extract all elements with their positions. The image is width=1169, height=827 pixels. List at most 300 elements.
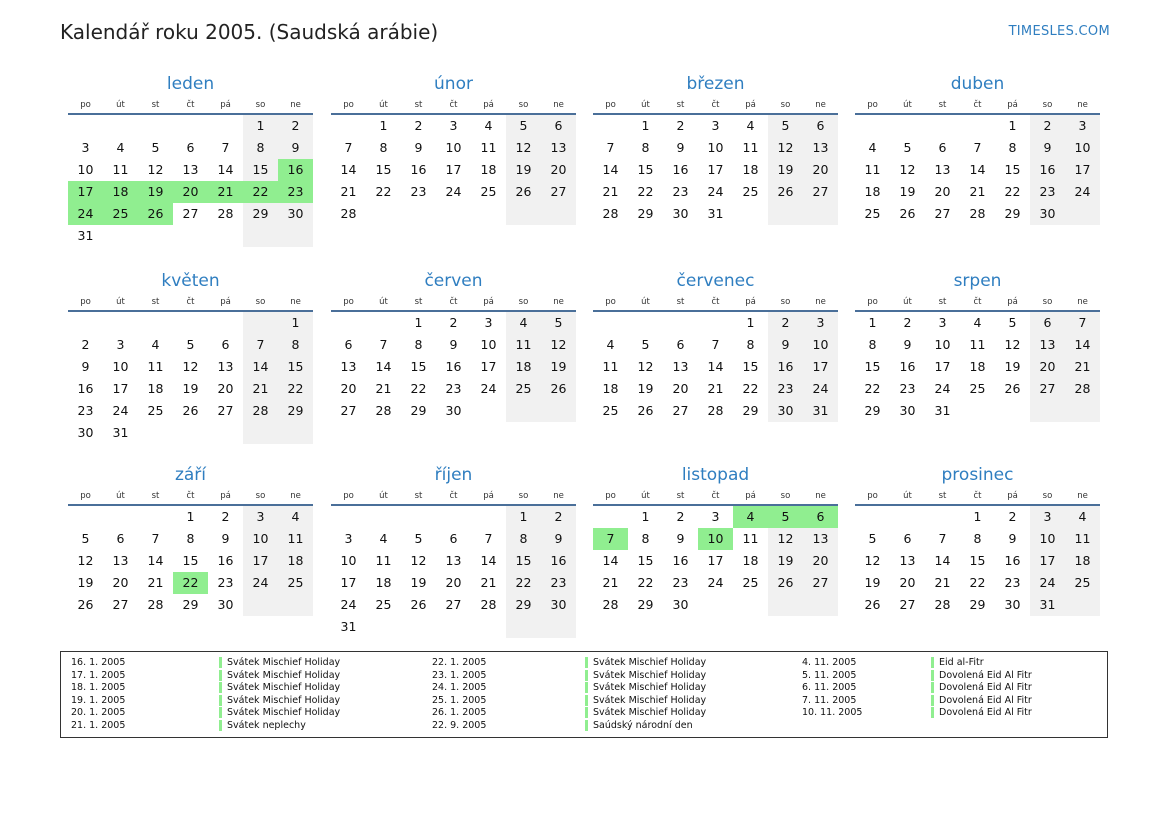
holiday-color-marker: [585, 657, 588, 668]
weekday-header: út: [890, 98, 925, 115]
day-cell: 16: [1004, 553, 1021, 568]
month-grid: [331, 487, 576, 638]
empty-cell: [68, 312, 103, 334]
day-cell: 2: [1030, 115, 1065, 137]
day-cell: 13: [1030, 334, 1065, 356]
empty-cell: [331, 506, 366, 528]
weekday-header: ne: [541, 98, 576, 115]
day-cell: 11: [742, 531, 759, 546]
day-cell: 1: [506, 506, 541, 528]
day-cell: 11: [112, 162, 129, 177]
month-8: [68, 463, 313, 616]
day-cell: 10: [445, 140, 462, 155]
day-cell: 20: [340, 381, 357, 396]
day-cell: 7: [973, 140, 982, 155]
legend-names-col: [931, 657, 1032, 720]
weekday-header: pá: [733, 489, 768, 506]
day-cell: 29: [243, 203, 278, 225]
day-cell: 21: [340, 184, 357, 199]
day-cell: 30: [217, 597, 234, 612]
weekday-header: ne: [803, 98, 838, 115]
legend-date: 22. 9. 2005: [432, 719, 487, 731]
day-cell: 11: [278, 528, 313, 550]
weekday-header: út: [890, 295, 925, 312]
day-cell: 23: [1030, 181, 1065, 203]
day-cell: 3: [1065, 115, 1100, 137]
day-cell: 9: [541, 528, 576, 550]
legend-holiday-name: Svátek Mischief Holiday: [593, 707, 707, 719]
weekday-header: pá: [208, 295, 243, 312]
weekday-header: so: [768, 295, 803, 312]
day-cell: 5: [414, 531, 423, 546]
weekday-header: ne: [278, 295, 313, 312]
day-cell: 30: [77, 425, 94, 440]
day-cell: 15: [637, 162, 654, 177]
day-cell: 1: [746, 315, 755, 330]
day-cell: 28: [934, 597, 951, 612]
day-cell: 27: [672, 403, 689, 418]
day-cell: 21: [602, 184, 619, 199]
day-cell: 13: [934, 162, 951, 177]
month-7: [855, 269, 1100, 422]
legend-date: 10. 11. 2005: [802, 707, 863, 719]
day-cell: 23: [672, 184, 689, 199]
day-cell: 3: [243, 506, 278, 528]
day-cell: 9: [676, 531, 685, 546]
empty-cell: [1030, 400, 1065, 422]
day-cell: 30: [768, 400, 803, 422]
empty-cell: [208, 422, 243, 444]
weekday-header: čt: [436, 489, 471, 506]
day-cell: 7: [1065, 312, 1100, 334]
empty-cell: [103, 312, 138, 334]
legend-holiday-name: Svátek Mischief Holiday: [593, 682, 707, 694]
legend-date: 23. 1. 2005: [432, 669, 487, 681]
empty-cell: [208, 115, 243, 137]
holiday-color-marker: [219, 657, 222, 668]
day-cell: 3: [81, 140, 90, 155]
day-cell: 21: [147, 575, 164, 590]
day-cell: 20: [112, 575, 129, 590]
day-cell: 14: [707, 359, 724, 374]
day-cell: 25: [278, 572, 313, 594]
month-grid: [593, 487, 838, 616]
legend-date: 21. 1. 2005: [71, 719, 126, 731]
day-cell: 28: [602, 206, 619, 221]
empty-cell: [173, 225, 208, 247]
weekday-header: čt: [698, 489, 733, 506]
day-cell: 18: [480, 162, 497, 177]
empty-cell: [243, 225, 278, 247]
month-name: březen: [686, 74, 745, 94]
day-cell: 5: [868, 531, 877, 546]
weekday-header: čt: [436, 98, 471, 115]
day-cell: 22: [637, 575, 654, 590]
day-cell: 13: [217, 359, 234, 374]
day-cell: 8: [1008, 140, 1017, 155]
day-cell: 3: [711, 118, 720, 133]
day-cell: 24: [707, 575, 724, 590]
month-name: červenec: [676, 271, 755, 291]
legend-names-col: [219, 657, 340, 733]
day-cell: 30: [899, 403, 916, 418]
day-cell: 24: [112, 403, 129, 418]
empty-cell: [138, 506, 173, 528]
day-cell: 26: [506, 181, 541, 203]
weekday-header: po: [593, 295, 628, 312]
day-cell: 26: [410, 597, 427, 612]
day-cell: 19: [768, 159, 803, 181]
day-cell: 13: [541, 137, 576, 159]
empty-cell: [698, 312, 733, 334]
weekday-header: so: [243, 295, 278, 312]
day-cell: 7: [484, 531, 493, 546]
day-cell: 4: [379, 531, 388, 546]
weekday-header: so: [1030, 98, 1065, 115]
weekday-header: út: [366, 295, 401, 312]
day-cell: 7: [151, 531, 160, 546]
day-cell: 6: [1030, 312, 1065, 334]
day-cell: 30: [1030, 203, 1065, 225]
month-10: [593, 463, 838, 616]
day-cell: 24: [68, 203, 103, 225]
day-cell: 23: [672, 575, 689, 590]
day-cell: 9: [768, 334, 803, 356]
empty-cell: [471, 203, 506, 225]
day-cell: 29: [742, 403, 759, 418]
empty-cell: [138, 115, 173, 137]
empty-cell: [436, 203, 471, 225]
empty-cell: [995, 400, 1030, 422]
empty-cell: [471, 506, 506, 528]
day-cell: 2: [768, 312, 803, 334]
holiday-color-marker: [219, 695, 222, 706]
day-cell: 20: [541, 159, 576, 181]
day-cell: 7: [593, 528, 628, 550]
weekday-header: po: [68, 295, 103, 312]
day-cell: 9: [81, 359, 90, 374]
legend-date: 6. 11. 2005: [802, 682, 857, 694]
day-cell: 6: [541, 115, 576, 137]
day-cell: 21: [602, 575, 619, 590]
day-cell: 19: [1004, 359, 1021, 374]
day-cell: 30: [672, 206, 689, 221]
day-cell: 16: [77, 381, 94, 396]
weekday-header: po: [331, 98, 366, 115]
empty-cell: [593, 312, 628, 334]
day-cell: 18: [864, 184, 881, 199]
weekday-header: st: [925, 295, 960, 312]
empty-cell: [401, 616, 436, 638]
legend-holiday-name: Svátek Mischief Holiday: [227, 694, 341, 706]
day-cell: 3: [803, 312, 838, 334]
day-cell: 28: [707, 403, 724, 418]
day-cell: 27: [340, 403, 357, 418]
day-cell: 23: [768, 378, 803, 400]
day-cell: 10: [707, 140, 724, 155]
day-cell: 2: [221, 509, 230, 524]
day-cell: 13: [340, 359, 357, 374]
legend-item: [931, 695, 1032, 708]
day-cell: 14: [147, 553, 164, 568]
day-cell: 30: [1004, 597, 1021, 612]
weekday-header: ne: [1065, 295, 1100, 312]
legend-dates-col: [432, 657, 486, 733]
day-cell: 19: [899, 184, 916, 199]
day-cell: 20: [217, 381, 234, 396]
day-cell: 6: [344, 337, 353, 352]
month-grid: [593, 293, 838, 422]
legend-holiday-name: Svátek Mischief Holiday: [227, 657, 341, 668]
legend-date: 7. 11. 2005: [802, 694, 857, 706]
day-cell: 18: [278, 550, 313, 572]
day-cell: 30: [445, 403, 462, 418]
day-cell: 4: [606, 337, 615, 352]
day-cell: 27: [112, 597, 129, 612]
day-cell: 16: [541, 550, 576, 572]
empty-cell: [243, 594, 278, 616]
day-cell: 21: [1065, 356, 1100, 378]
legend-item: [585, 682, 706, 695]
weekday-header: po: [68, 98, 103, 115]
day-cell: 22: [637, 184, 654, 199]
day-cell: 17: [1030, 550, 1065, 572]
empty-cell: [925, 506, 960, 528]
day-cell: 25: [742, 575, 759, 590]
empty-cell: [663, 312, 698, 334]
legend-date: 20. 1. 2005: [71, 707, 126, 719]
day-cell: 3: [711, 509, 720, 524]
weekday-header: ne: [278, 489, 313, 506]
weekday-header: čt: [960, 98, 995, 115]
weekday-header: čt: [173, 295, 208, 312]
day-cell: 26: [768, 181, 803, 203]
day-cell: 25: [742, 184, 759, 199]
day-cell: 18: [742, 162, 759, 177]
weekday-header: ne: [1065, 98, 1100, 115]
weekday-header: st: [663, 98, 698, 115]
month-name: duben: [950, 74, 1005, 94]
day-cell: 12: [506, 137, 541, 159]
day-cell: 24: [934, 381, 951, 396]
brand-link[interactable]: TIMESLES.COM: [1008, 24, 1110, 39]
day-cell: 20: [173, 181, 208, 203]
day-cell: 4: [506, 312, 541, 334]
empty-cell: [208, 312, 243, 334]
day-cell: 29: [410, 403, 427, 418]
day-cell: 1: [641, 509, 650, 524]
day-cell: 18: [742, 553, 759, 568]
day-cell: 29: [637, 597, 654, 612]
legend-date: 5. 11. 2005: [802, 669, 857, 681]
empty-cell: [278, 225, 313, 247]
day-cell: 7: [344, 140, 353, 155]
day-cell: 21: [375, 381, 392, 396]
day-cell: 14: [934, 553, 951, 568]
day-cell: 23: [77, 403, 94, 418]
day-cell: 31: [707, 206, 724, 221]
day-cell: 5: [1008, 315, 1017, 330]
day-cell: 23: [1004, 575, 1021, 590]
day-cell: 14: [602, 162, 619, 177]
weekday-header: ne: [278, 98, 313, 115]
weekday-header: čt: [173, 98, 208, 115]
legend-item: [219, 707, 340, 720]
day-cell: 5: [641, 337, 650, 352]
weekday-header: pá: [208, 489, 243, 506]
empty-cell: [278, 594, 313, 616]
weekday-header: so: [1030, 295, 1065, 312]
day-cell: 17: [803, 356, 838, 378]
legend-date: 26. 1. 2005: [432, 707, 487, 719]
day-cell: 26: [541, 378, 576, 400]
weekday-header: st: [401, 295, 436, 312]
day-cell: 4: [973, 315, 982, 330]
legend-item: [219, 695, 340, 708]
weekday-header: po: [593, 98, 628, 115]
day-cell: 27: [803, 572, 838, 594]
day-cell: 7: [711, 337, 720, 352]
day-cell: 27: [445, 597, 462, 612]
day-cell: 17: [480, 359, 497, 374]
holiday-color-marker: [585, 707, 588, 718]
empty-cell: [471, 400, 506, 422]
month-11: [855, 463, 1100, 616]
empty-cell: [768, 594, 803, 616]
day-cell: 6: [803, 506, 838, 528]
day-cell: 8: [414, 337, 423, 352]
legend-holiday-name: Svátek Mischief Holiday: [593, 669, 707, 681]
weekday-header: so: [243, 489, 278, 506]
day-cell: 26: [899, 206, 916, 221]
day-cell: 14: [1065, 334, 1100, 356]
empty-cell: [855, 115, 890, 137]
legend-date: 18. 1. 2005: [71, 682, 126, 694]
day-cell: 21: [934, 575, 951, 590]
holiday-color-marker: [585, 695, 588, 706]
legend-item: [585, 720, 706, 733]
weekday-header: st: [138, 489, 173, 506]
day-cell: 15: [182, 553, 199, 568]
legend-date: 22. 1. 2005: [432, 657, 487, 668]
day-cell: 21: [208, 181, 243, 203]
day-cell: 16: [217, 553, 234, 568]
day-cell: 9: [221, 531, 230, 546]
day-cell: 10: [1065, 137, 1100, 159]
day-cell: 25: [480, 184, 497, 199]
weekday-header: čt: [698, 98, 733, 115]
day-cell: 10: [480, 337, 497, 352]
legend-item: [931, 682, 1032, 695]
day-cell: 6: [221, 337, 230, 352]
day-cell: 10: [934, 337, 951, 352]
weekday-header: čt: [960, 489, 995, 506]
day-cell: 17: [243, 550, 278, 572]
weekday-header: po: [855, 295, 890, 312]
day-cell: 18: [1065, 550, 1100, 572]
month-grid: [68, 96, 313, 247]
day-cell: 1: [641, 118, 650, 133]
empty-cell: [243, 312, 278, 334]
day-cell: 27: [182, 206, 199, 221]
day-cell: 5: [903, 140, 912, 155]
empty-cell: [243, 422, 278, 444]
day-cell: 20: [803, 159, 838, 181]
day-cell: 29: [278, 400, 313, 422]
legend-item: [931, 707, 1032, 720]
day-cell: 16: [278, 159, 313, 181]
empty-cell: [1065, 594, 1100, 616]
empty-cell: [541, 400, 576, 422]
day-cell: 25: [1065, 572, 1100, 594]
weekday-header: po: [331, 295, 366, 312]
month-name: říjen: [434, 465, 473, 485]
weekday-header: st: [401, 489, 436, 506]
empty-cell: [366, 616, 401, 638]
legend-holiday-name: Svátek Mischief Holiday: [227, 669, 341, 681]
day-cell: 12: [1004, 337, 1021, 352]
day-cell: 1: [243, 115, 278, 137]
holiday-color-marker: [931, 682, 934, 693]
day-cell: 13: [112, 553, 129, 568]
day-cell: 8: [641, 531, 650, 546]
day-cell: 2: [903, 315, 912, 330]
day-cell: 15: [410, 359, 427, 374]
day-cell: 21: [480, 575, 497, 590]
day-cell: 5: [81, 531, 90, 546]
day-cell: 3: [484, 315, 493, 330]
day-cell: 15: [375, 162, 392, 177]
day-cell: 4: [116, 140, 125, 155]
weekday-header: út: [628, 489, 663, 506]
day-cell: 25: [602, 403, 619, 418]
empty-cell: [173, 422, 208, 444]
empty-cell: [506, 203, 541, 225]
day-cell: 29: [182, 597, 199, 612]
day-cell: 2: [449, 315, 458, 330]
legend-holiday-name: Svátek Mischief Holiday: [227, 682, 341, 694]
day-cell: 31: [77, 228, 94, 243]
legend-holiday-name: Eid al-Fitr: [939, 657, 984, 668]
day-cell: 28: [217, 206, 234, 221]
holiday-color-marker: [219, 670, 222, 681]
day-cell: 24: [445, 184, 462, 199]
day-cell: 1: [186, 509, 195, 524]
day-cell: 5: [768, 115, 803, 137]
day-cell: 12: [768, 528, 803, 550]
day-cell: 27: [217, 403, 234, 418]
day-cell: 17: [445, 162, 462, 177]
weekday-header: st: [663, 489, 698, 506]
empty-cell: [541, 616, 576, 638]
day-cell: 8: [379, 140, 388, 155]
empty-cell: [436, 506, 471, 528]
day-cell: 23: [410, 184, 427, 199]
legend-dates-col: [71, 657, 125, 733]
day-cell: 27: [803, 181, 838, 203]
month-name: leden: [166, 74, 215, 94]
month-name: září: [174, 465, 207, 485]
day-cell: 8: [278, 334, 313, 356]
day-cell: 25: [969, 381, 986, 396]
legend-holiday-name: Svátek Mischief Holiday: [593, 657, 707, 668]
weekday-header: pá: [471, 295, 506, 312]
day-cell: 19: [138, 181, 173, 203]
weekday-header: pá: [471, 98, 506, 115]
day-cell: 28: [340, 206, 357, 221]
day-cell: 8: [973, 531, 982, 546]
month-grid: [68, 487, 313, 616]
